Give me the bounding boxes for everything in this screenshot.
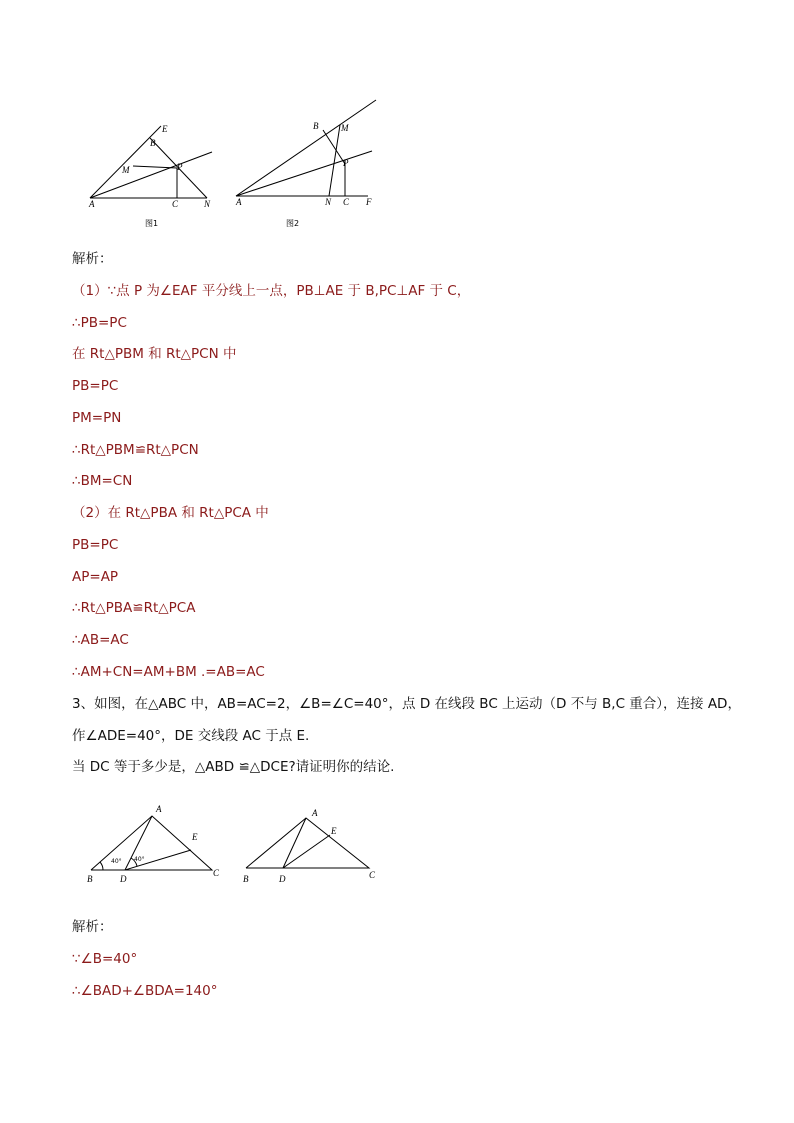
angle-label-b: 40° xyxy=(111,858,122,865)
figure-4 xyxy=(236,800,382,890)
proof-line: PM=PN xyxy=(72,410,122,426)
label-m: M xyxy=(122,165,130,175)
label-b: B xyxy=(150,138,156,148)
proof-line: PB=PC xyxy=(72,537,119,553)
question-3-line-1: 3、如图，在△ABC 中，AB=AC=2，∠B=∠C=40°，点 D 在线段 BC 上运动（D 不与 B,C 重合），连接 AD， xyxy=(72,696,741,712)
label-e: E xyxy=(192,832,198,842)
ray-ae xyxy=(90,126,161,198)
part2-intro: （2）在 Rt△PBA 和 Rt△PCA 中 xyxy=(72,505,269,521)
label-d: D xyxy=(279,874,286,884)
bisector-ap xyxy=(90,152,212,198)
proof-line: ∴AB=AC xyxy=(72,632,129,648)
figure-3 xyxy=(84,798,230,890)
proof-line: ∴Rt△PBM≌Rt△PCN xyxy=(72,442,199,458)
proof-line: AP=AP xyxy=(72,569,119,585)
label-b: B xyxy=(313,121,319,131)
label-p: P xyxy=(177,162,183,172)
label-a: A xyxy=(89,199,95,209)
segment-mn xyxy=(329,125,340,196)
proof-line: ∴BM=CN xyxy=(72,473,133,489)
figure-2 xyxy=(228,92,388,232)
analysis-label: 解析： xyxy=(72,919,113,935)
ray-ab xyxy=(236,100,376,196)
label-e: E xyxy=(162,124,168,134)
angle-label-d: 40° xyxy=(134,856,145,863)
proof-line: ∴Rt△PBA≌Rt△PCA xyxy=(72,600,196,616)
angle-arc-b xyxy=(100,862,103,870)
bisector-ap xyxy=(236,151,372,196)
proof-line: ∴AM+CN=AM+BM .=AB=AC xyxy=(72,664,265,680)
label-e: E xyxy=(331,826,337,836)
label-c: C xyxy=(343,197,350,207)
label-b: B xyxy=(243,874,249,884)
triangle-abc xyxy=(246,818,369,868)
proof-line: 在 Rt△PBM 和 Rt△PCN 中 xyxy=(72,346,237,362)
segment-bp xyxy=(323,130,345,164)
analysis-label: 解析： xyxy=(72,251,113,267)
figure-1 xyxy=(80,118,230,230)
label-n: N xyxy=(204,199,211,209)
label-f: F xyxy=(366,197,372,207)
label-a: A xyxy=(236,197,242,207)
label-b: B xyxy=(87,874,93,884)
label-a: A xyxy=(156,804,162,814)
part1-intro: （1）∵点 P 为∠EAF 平分线上一点，PB⊥AE 于 B,PC⊥AF 于 C， xyxy=(72,283,471,299)
label-d: D xyxy=(120,874,127,884)
proof-line: ∴PB=PC xyxy=(72,315,127,331)
label-c: C xyxy=(172,199,179,209)
label-n: N xyxy=(325,197,332,207)
figure-2-caption: 图2 xyxy=(286,219,300,228)
proof-line: ∵∠B=40° xyxy=(72,951,138,967)
proof-line: ∴∠BAD+∠BDA=140° xyxy=(72,983,218,999)
label-p: P xyxy=(343,158,349,168)
label-m: M xyxy=(341,123,349,133)
question-3-line-3: 当 DC 等于多少是，△ABD ≌△DCE?请证明你的结论. xyxy=(72,759,395,775)
question-3-line-2: 作∠ADE=40°，DE 交线段 AC 于点 E. xyxy=(72,728,310,744)
label-c: C xyxy=(369,870,376,880)
segment-mp xyxy=(133,166,177,168)
figure-1-caption: 图1 xyxy=(145,219,159,228)
label-c: C xyxy=(213,868,220,878)
label-a: A xyxy=(312,808,318,818)
proof-line: PB=PC xyxy=(72,378,119,394)
